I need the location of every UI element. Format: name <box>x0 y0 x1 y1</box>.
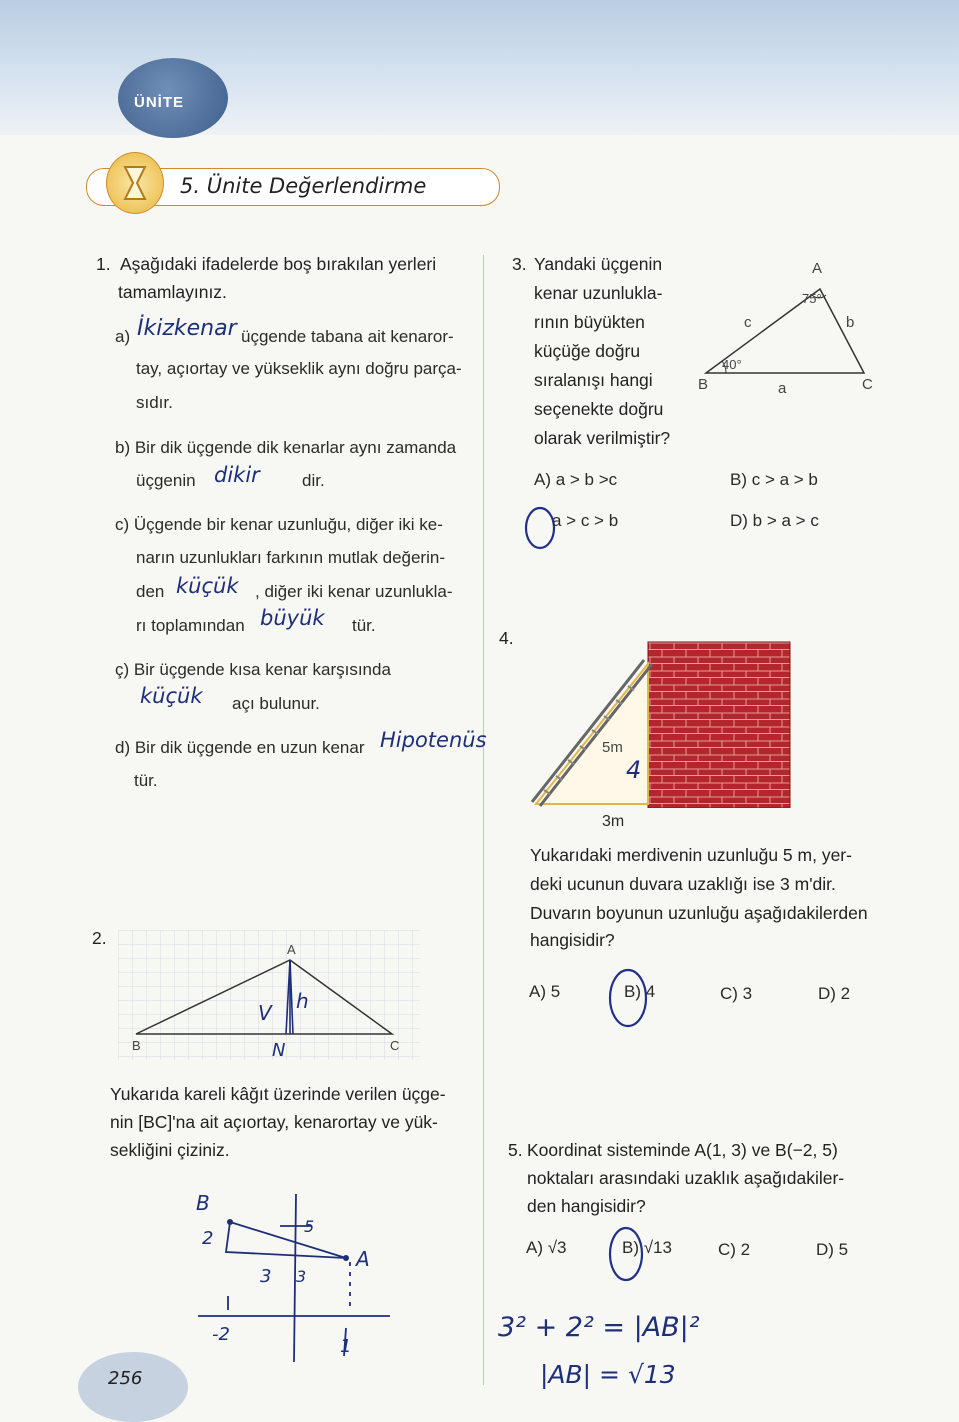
q1cc-post: açı bulunur. <box>232 694 320 713</box>
q5-number: 5. <box>508 1140 523 1160</box>
page-title: 5. Ünite Değerlendirme <box>180 174 427 198</box>
q1d-pre: d) Bir dik üçgende en uzun kenar <box>115 738 365 757</box>
q2-number: 2. <box>92 928 107 948</box>
q2-mark-n: N <box>272 1040 286 1061</box>
q1a-line3: sıdır. <box>136 393 173 412</box>
q4-text2: deki ucunun duvara uzaklığı ise 3 m'dir. <box>530 874 836 894</box>
sketch-label-neg2: -2 <box>212 1324 230 1345</box>
q2-mark-v: V <box>258 1001 272 1025</box>
q2-label-b: B <box>132 1038 141 1053</box>
q1cc-line1: ç) Bir üçgende kısa kenar karşısında <box>115 660 391 679</box>
q5-text2: noktaları arasındaki uzaklık aşağıdakiler- <box>527 1168 845 1188</box>
unit-badge: ÜNİTE <box>118 58 228 138</box>
q4-option-a[interactable]: A) 5 <box>529 982 561 1001</box>
q1b-line1: b) Bir dik üçgende dik kenarlar aynı zamanda <box>115 438 457 457</box>
q5-option-a[interactable]: A) √3 <box>526 1238 567 1257</box>
sketch-point-b <box>227 1219 233 1225</box>
q1b-pre: üçgenin <box>136 471 196 490</box>
grid-paper <box>118 930 420 1060</box>
q5-option-b[interactable]: B) √13 <box>622 1238 672 1257</box>
hourglass-icon <box>106 152 164 214</box>
q3-line: olarak verilmiştir? <box>534 428 671 448</box>
sketch-label-b: B <box>196 1191 210 1215</box>
q1c-pre3: den <box>136 582 165 601</box>
q2-text1: Yukarıda kareli kâğıt üzerinde verilen üçge- <box>110 1084 446 1104</box>
q3-side-c: c <box>744 314 752 331</box>
q3-triangle-figure <box>690 255 885 400</box>
sketch-triangle <box>226 1222 346 1258</box>
q3-option-d[interactable]: D) b > a > c <box>730 511 819 530</box>
q5-text3: den hangisidir? <box>527 1196 646 1216</box>
hw-work-line1: 3² + 2² = |AB|² <box>498 1312 700 1343</box>
hw-work-line2: |AB| = √13 <box>540 1360 676 1389</box>
q1c-pre4: rı toplamından <box>136 616 245 635</box>
ladder-length-label: 5m <box>602 739 623 756</box>
q2-text3: sekliğini çiziniz. <box>110 1140 230 1160</box>
q3-side-b: b <box>846 314 855 331</box>
q4-text3: Duvarın boyunun uzunluğu aşağıdakilerden <box>530 903 868 923</box>
q4-text4: hangisidir? <box>530 930 615 950</box>
q4-text1: Yukarıdaki merdivenin uzunluğu 5 m, yer- <box>530 845 852 865</box>
q3-side-a: a <box>778 380 787 397</box>
q4-option-b[interactable]: B) 4 <box>624 982 656 1001</box>
q3-line: küçüğe doğru <box>534 341 641 361</box>
q5-text1: Koordinat sisteminde A(1, 3) ve B(−2, 5) <box>527 1140 838 1160</box>
page-number: 256 <box>108 1368 143 1389</box>
hw-height-answer: 4 <box>626 756 642 784</box>
q3-line: Yandaki üçgenin <box>534 254 663 274</box>
sketch-label-a: A <box>356 1247 370 1271</box>
sketch-label-1: 1 <box>340 1336 352 1357</box>
q1b-post: dir. <box>302 471 325 490</box>
q1c-answer1: küçük <box>176 574 239 598</box>
q1a-answer: İkizkenar <box>137 316 237 341</box>
q1-prompt-line2: tamamlayınız. <box>118 282 227 302</box>
q3-label-a: A <box>812 260 823 277</box>
q3-option-a[interactable]: A) a > b >c <box>534 470 618 489</box>
q3-line: kenar uzunlukla- <box>534 283 663 303</box>
sketch-label-2: 2 <box>202 1228 214 1249</box>
sketch-label-5: 5 <box>304 1217 315 1236</box>
q1a-label: a) <box>115 327 131 346</box>
q3-option-c[interactable]: a > c > b <box>552 511 619 530</box>
q2-label-a: A <box>287 942 296 957</box>
q1cc-answer: küçük <box>140 684 203 708</box>
q3-line: sıralanışı hangi <box>534 370 653 390</box>
q1a-line2: tay, açıortay ve yükseklik aynı doğru parça- <box>136 359 462 378</box>
q4-option-d[interactable]: D) 2 <box>818 984 851 1003</box>
column-divider <box>483 255 484 1385</box>
q1c-answer2: büyük <box>260 606 325 630</box>
sketch-point-a <box>343 1255 349 1261</box>
q3-line: rının büyükten <box>534 312 645 332</box>
sketch-label-3b: 3 <box>296 1267 307 1286</box>
q2-mark-h: h <box>296 989 309 1013</box>
q4-number: 4. <box>499 628 514 648</box>
q2-grid-figure <box>118 930 420 1062</box>
q2-text2: nin [BC]'na ait açıortay, kenarortay ve yük- <box>110 1112 438 1132</box>
q1c-post3: , diğer iki kenar uzunlukla- <box>255 582 453 601</box>
q1-prompt-line1: Aşağıdaki ifadelerde boş bırakılan yerleri <box>120 254 437 274</box>
q1-number: 1. <box>96 254 111 274</box>
q3-number: 3. <box>512 254 527 274</box>
q5-option-d[interactable]: D) 5 <box>816 1240 849 1259</box>
q2-label-c: C <box>390 1038 400 1053</box>
q4-ladder-figure <box>530 636 792 808</box>
q1c-post4: tür. <box>352 616 376 635</box>
q3-angle-a: 75° <box>802 291 822 306</box>
ground-distance-label: 3m <box>602 813 625 830</box>
q3-line: seçenekte doğru <box>534 399 664 419</box>
hw-coordinate-sketch <box>190 1190 400 1365</box>
q3-angle-b: 40° <box>722 357 742 372</box>
q3-label-b-vertex: B <box>698 376 709 393</box>
sketch-label-3: 3 <box>260 1266 272 1287</box>
q3-label-c-vertex: C <box>862 376 873 393</box>
q1a-line1: üçgende tabana ait kenaror- <box>241 327 454 346</box>
q1b-answer: dikir <box>214 463 260 487</box>
q1d-line2: tür. <box>134 771 158 790</box>
q1d-answer: Hipotenüs <box>380 728 487 752</box>
brick-wall <box>648 642 790 808</box>
q5-option-c[interactable]: C) 2 <box>718 1240 751 1259</box>
q1c-line1: c) Üçgende bir kenar uzunluğu, diğer iki ke- <box>115 515 443 534</box>
q1c-line2: narın uzunlukları farkının mutlak değerin- <box>136 548 445 567</box>
q3-option-b[interactable]: B) c > a > b <box>730 470 818 489</box>
q4-option-c[interactable]: C) 3 <box>720 984 753 1003</box>
